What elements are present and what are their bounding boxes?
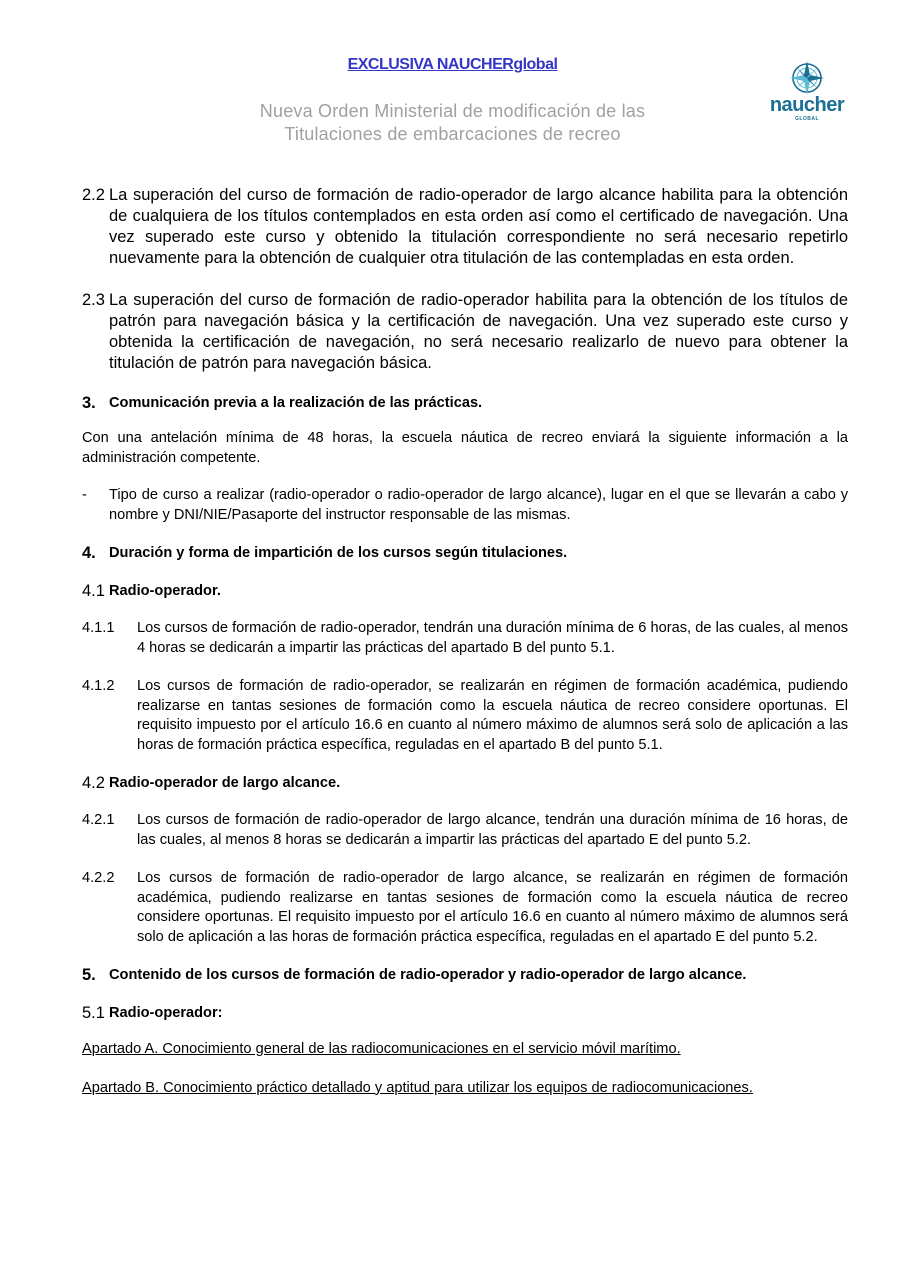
- section-3-paragraph: Con una antelación mínima de 48 horas, la escuela náutica de recreo enviará la siguiente información a la administración competente.: [82, 430, 848, 466]
- section-4-2-2: [82, 869, 848, 947]
- section-title: Duración y forma de impartición de los cursos según titulaciones.: [109, 545, 568, 561]
- section-title: Radio-operador de largo alcance.: [109, 775, 341, 791]
- document-body: [82, 185, 848, 1098]
- document-subtitle: [200, 100, 705, 146]
- section-text: La superación del curso de formación de radio-operador habilita para la obtención de los títulos de patrón para navegación básica y la certificación de navegación. Una vez superado este curso y obtenida la certificación de navegación, no será necesario realizarlo de nuevo para obtener la titulación de patrón para navegación básica.: [109, 291, 848, 372]
- logo-text: naucher: [769, 94, 845, 116]
- section-number: 4.1.2: [82, 678, 115, 694]
- bullet-text: Tipo de curso a realizar (radio-operador o radio-operador de largo alcance), lugar en el que se llevarán a cabo y nombre y DNI/NIE/Pasaporte del instructor responsable de las mismas.: [109, 487, 848, 523]
- section-4-heading: [82, 543, 848, 563]
- section-number: 3.: [82, 394, 96, 412]
- bullet-dash: -: [82, 487, 87, 503]
- section-5-1-heading: [82, 1003, 848, 1023]
- section-number: 4.1.1: [82, 620, 115, 636]
- section-text: Los cursos de formación de radio-operador, tendrán una duración mínima de 6 horas, de las cuales, al menos 4 horas se dedicarán a impartir las prácticas del apartado B del punto 5.1.: [137, 620, 848, 656]
- section-number: 5.1: [82, 1004, 105, 1022]
- section-number: 4.2: [82, 774, 105, 792]
- section-number: 4.1: [82, 582, 105, 600]
- section-title: Contenido de los cursos de formación de radio-operador y radio-operador de largo alcance.: [109, 967, 747, 983]
- section-number: 2.2: [82, 186, 105, 204]
- section-text: Los cursos de formación de radio-operador de largo alcance, se realizarán en régimen de formación académica, pudiendo realizarse en tantas sesiones de formación como la escuela náutica de recreo considere oportunas. El requisito impuesto por el artículo 16.6 en cuanto al número máximo de alumnos será solo de aplicación a las horas de formación práctica específica, reguladas en el apartado E del punto 5.2.: [137, 870, 848, 945]
- section-4-1-heading: [82, 581, 848, 601]
- section-number: 5.: [82, 966, 96, 984]
- naucher-logo: [764, 60, 850, 126]
- logo-subtext: GLOBAL: [794, 116, 820, 122]
- section-text: Los cursos de formación de radio-operador, se realizarán en régimen de formación académica, pudiendo realizarse en tantas sesiones de formación como la escuela náutica de recreo considere oportunas. El requisito impuesto por el artículo 16.6 en cuanto al número máximo de alumnos será solo de aplicación a las horas de formación práctica específica, reguladas en el apartado B del punto 5.1.: [137, 678, 848, 753]
- section-3-heading: [82, 393, 848, 413]
- section-3-bullet: [82, 486, 848, 525]
- section-number: 4.2.1: [82, 812, 115, 828]
- section-4-2-heading: [82, 773, 848, 793]
- section-number: 4.2.2: [82, 870, 115, 886]
- apartado-b: Apartado B. Conocimiento práctico detallado y aptitud para utilizar los equipos de radiocomunicaciones.: [82, 1079, 753, 1096]
- section-title: Radio-operador:: [109, 1005, 223, 1021]
- header-link[interactable]: EXCLUSIVA NAUCHERglobal: [347, 56, 558, 73]
- subtitle-line-2: Titulaciones de embarcaciones de recreo: [284, 124, 621, 144]
- section-4-2-1: [82, 811, 848, 850]
- compass-rose-icon: [764, 60, 850, 96]
- section-text: La superación del curso de formación de radio-operador de largo alcance habilita para la obtención de cualquiera de los títulos contemplados en esta orden así como el certificado de navegación. Una vez superado este curso y obtenido la titulación correspondiente no será necesario repetirlo nuevamente para la obtención de cualquier otra titulación de las contempladas en esta orden.: [109, 186, 848, 267]
- section-title: Comunicación previa a la realización de las prácticas.: [109, 395, 483, 411]
- section-title: Radio-operador.: [109, 583, 221, 599]
- section-4-1-2: [82, 677, 848, 755]
- subtitle-line-1: Nueva Orden Ministerial de modificación de las: [259, 101, 646, 121]
- section-text: Los cursos de formación de radio-operador de largo alcance, tendrán una duración mínima de 16 horas, de las cuales, al menos 8 horas se dedicarán a impartir las prácticas del apartado E del punto 5.2.: [137, 812, 848, 848]
- section-number: 4.: [82, 544, 96, 562]
- section-number: 2.3: [82, 291, 105, 309]
- section-2-3: [82, 290, 848, 374]
- section-2-2: [82, 185, 848, 269]
- section-5-heading: [82, 965, 848, 985]
- section-4-1-1: [82, 619, 848, 658]
- apartado-a: Apartado A. Conocimiento general de las radiocomunicaciones en el servicio móvil marítimo.: [82, 1041, 681, 1057]
